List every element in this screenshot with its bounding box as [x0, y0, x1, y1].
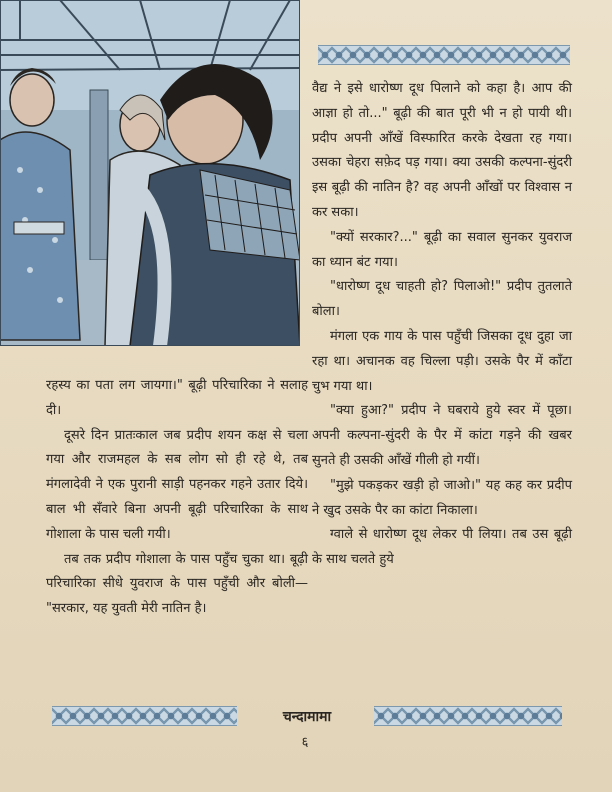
story-illustration-icon: [0, 0, 300, 346]
story-illustration: [0, 0, 300, 346]
right-paragraph-4: मंगला एक गाय के पास पहुँची जिसका दूध दुहा जा रहा था। अचानक वह चिल्ला पड़ी। उसके पैर में काँटा चुभ गया था।: [312, 328, 572, 394]
right-paragraph-2: "क्यों सरकार?..." बूढ़ी का सवाल सुनकर युवराज का ध्यान बंट गया।: [312, 229, 572, 270]
magazine-title: चन्दामामा: [282, 709, 332, 725]
left-paragraph-2: दूसरे दिन प्रातःकाल जब प्रदीप शयन कक्ष से चला गया और राजमहल के सब लोग सो ही रहे थे, तब मंगलादेवी ने एक पुरानी साड़ी पहनकर गहने उतार दिये। बाल भी सँवारे बिना अपनी बूढ़ी परिचारिका के साथ गोशाला के पास चली गयी।: [46, 427, 308, 542]
right-paragraph-6: "मुझे पकड़कर खड़ी हो जाओ।" यह कह कर प्रदीप ने खुद उसके पैर का कांटा निकाला।: [312, 477, 572, 518]
right-paragraph-3: "धारोष्ण दूध चाहती हो? पिलाओ!" प्रदीप तुतलाते बोला।: [312, 279, 572, 320]
right-paragraph-1: वैद्य ने इसे धारोष्ण दूध पिलाने को कहा है। आप की आज्ञा हो तो..." बूढ़ी की बात पूरी भी न हो पायी थी। प्रदीप अपनी आँखें विस्फारित करके देखता रह गया। उसका चेहरा सफ़ेद पड़ गया। क्या उसकी कल्पना-सुंदरी इस बूढ़ी की नातिन है? वह अपनी आँखों पर विश्वास न कर सका।: [312, 81, 572, 220]
right-text-column: [312, 77, 572, 573]
left-paragraph-1: रहस्य का पता लग जायगा।" बूढ़ी परिचारिका ने सलाह दी।: [46, 378, 308, 418]
decorative-border-bottom-left: [52, 706, 237, 726]
decorative-border-bottom-right: [374, 706, 562, 726]
right-paragraph-7: ग्वाले से धारोष्ण दूध लेकर पी लिया। तब उस बूढ़ी के साथ चलते हुये: [312, 527, 572, 568]
left-paragraph-3: तब तक प्रदीप गोशाला के पास पहुँच चुका था। बूढ़ी परिचारिका सीधे युवराज के पास पहुँची और बोली— "सरकार, यह युवती मेरी नातिन है।: [46, 551, 308, 617]
right-paragraph-5: "क्या हुआ?" प्रदीप ने घबराये हुये स्वर में पूछा। अपनी कल्पना-सुंदरी के पैर में कांटा गड़ने की खबर सुनते ही उसकी आँखें गीली हो गयीं।: [312, 403, 572, 468]
page-number: ६: [301, 735, 309, 750]
decorative-border-top: [318, 45, 570, 65]
left-text-column: [46, 374, 308, 622]
